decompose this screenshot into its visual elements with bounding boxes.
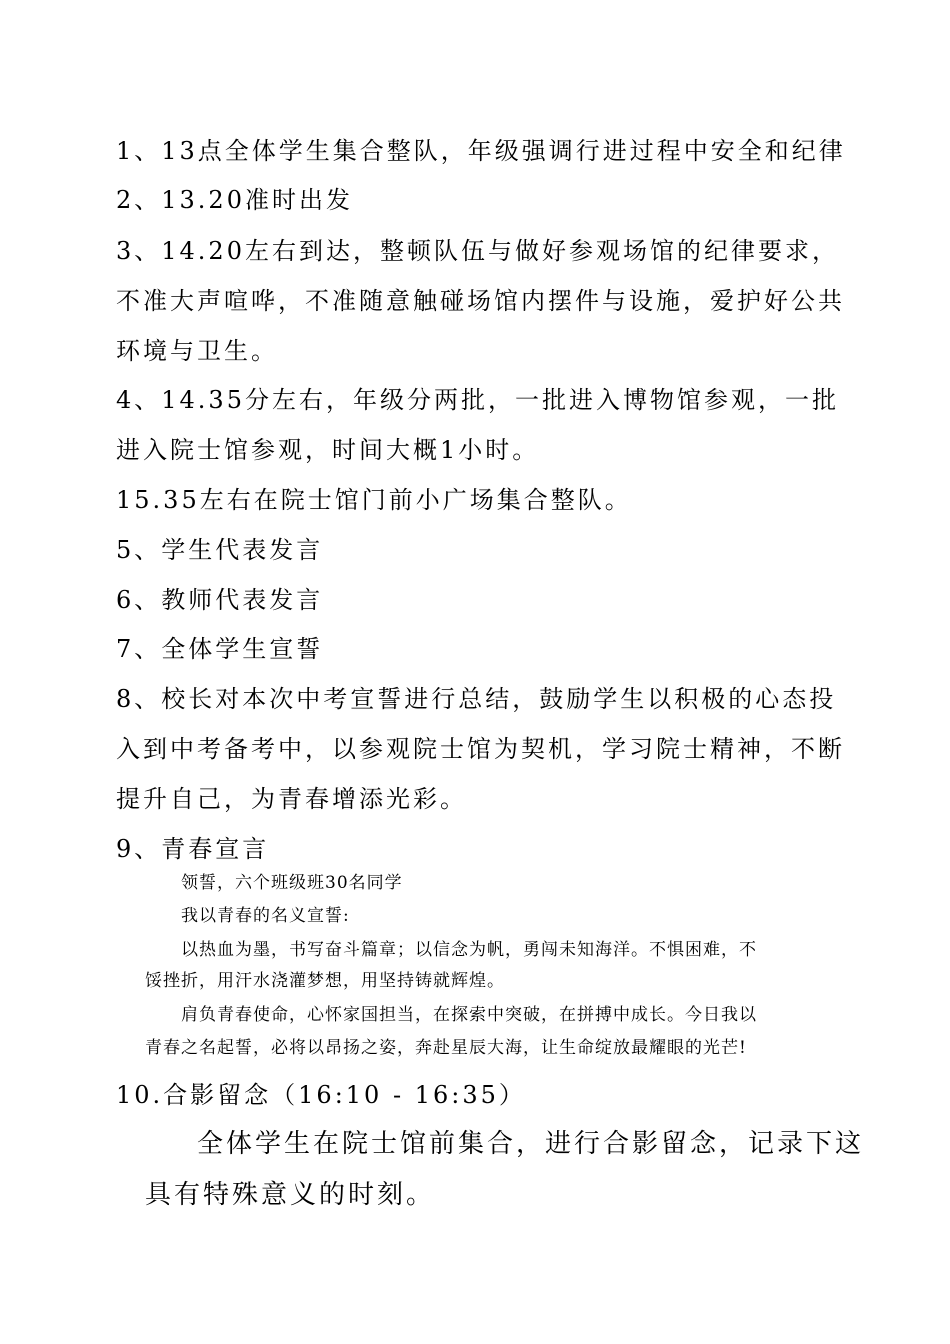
oath-line-6: 青春之名起誓，必将以昂扬之姿，奔赴星辰大海，让生命绽放最耀眼的光芒! — [145, 1038, 747, 1058]
item-8-line-2: 入到中考备考中，以参观院士馆为契机，学习院士精神，不断 — [116, 735, 845, 763]
item-10-heading: 10.合影留念（16:10 - 16:35） — [116, 1081, 526, 1109]
oath-line-2: 我以青春的名义宣誓: — [181, 906, 350, 926]
item-4-line-1: 4、14.35分左右，年级分两批，一批进入博物馆参观，一批 — [116, 386, 839, 414]
item-4-line-2: 进入院士馆参观，时间大概1小时。 — [116, 436, 540, 464]
photo-body-line-2: 具有特殊意义的时刻。 — [145, 1180, 436, 1210]
assembly-line: 15.35左右在院士馆门前小广场集合整队。 — [116, 486, 632, 514]
item-3-line-2: 不准大声喧哗，不准随意触碰场馆内摆件与设施，爱护好公共 — [116, 287, 845, 315]
item-8-line-3: 提升自己，为青春增添光彩。 — [116, 785, 467, 813]
item-9-heading: 9、青春宣言 — [116, 835, 270, 863]
oath-line-3: 以热血为墨，书写奋斗篇章；以信念为帆，勇闯未知海洋。不惧困难，不 — [181, 940, 757, 960]
item-1: 1、13点全体学生集合整队，年级强调行进过程中安全和纪律 — [116, 137, 846, 165]
item-6: 6、教师代表发言 — [116, 586, 324, 614]
photo-body-line-1: 全体学生在院士馆前集合，进行合影留念，记录下这 — [197, 1129, 865, 1159]
item-7: 7、全体学生宣誓 — [116, 635, 324, 663]
item-8-line-1: 8、校长对本次中考宣誓进行总结，鼓励学生以积极的心态投 — [116, 685, 837, 713]
oath-line-4: 馁挫折，用汗水浇灌梦想，用坚持铸就辉煌。 — [145, 971, 505, 991]
item-5: 5、学生代表发言 — [116, 536, 324, 564]
item-2: 2、13.20准时出发 — [116, 186, 353, 214]
item-3-line-3: 环境与卫生。 — [116, 337, 278, 365]
oath-line-1: 领誓，六个班级班30名同学 — [181, 873, 403, 893]
item-3-line-1: 3、14.20左右到达，整顿队伍与做好参观场馆的纪律要求， — [116, 237, 839, 265]
oath-line-5: 肩负青春使命，心怀家国担当，在探索中突破，在拼搏中成长。今日我以 — [181, 1005, 757, 1025]
